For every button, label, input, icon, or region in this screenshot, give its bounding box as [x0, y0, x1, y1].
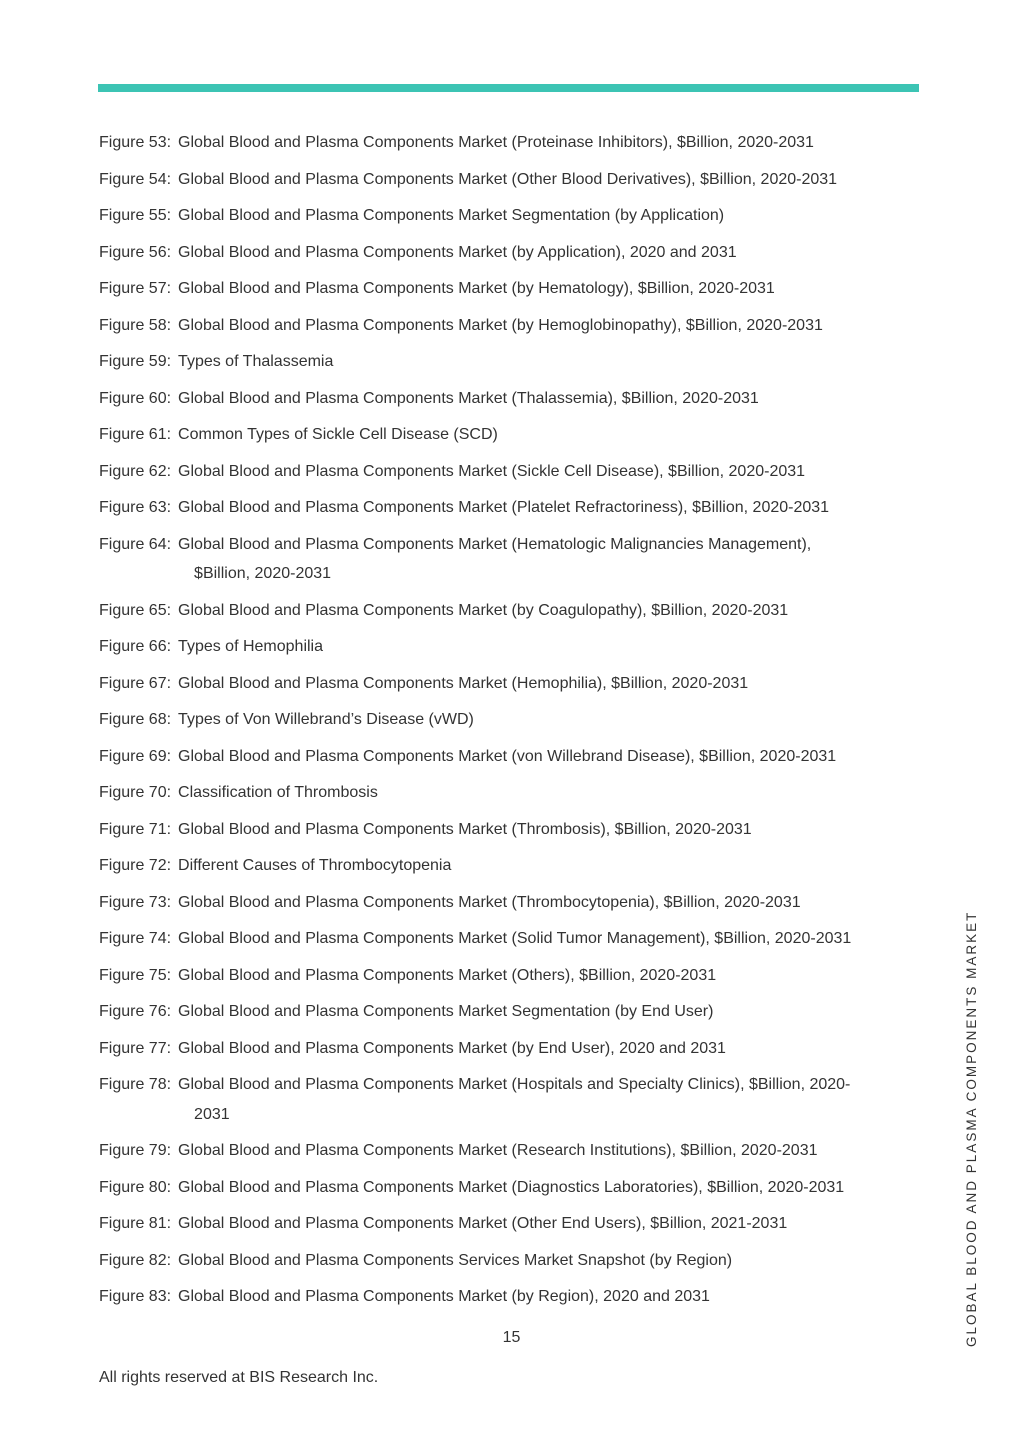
figure-number: Figure 53: [99, 134, 172, 151]
figure-title [171, 384, 929, 414]
list-of-figures-entry[interactable] [99, 1034, 929, 1064]
figure-number: Figure 76: [99, 1003, 172, 1020]
list-of-figures-entry[interactable] [99, 632, 929, 662]
figure-title [171, 420, 929, 450]
figure-title-text: Global Blood and Plasma Components Market Segmentation (by End User) [178, 1003, 714, 1020]
figure-number: Figure 64: [99, 535, 172, 553]
figure-number: Figure 82: [99, 1251, 172, 1269]
figure-title-text: Global Blood and Plasma Components Market (Hospitals and Specialty Clinics), $Billion, 2020- [178, 1076, 851, 1093]
figure-title-text: Global Blood and Plasma Components Market (by End User), 2020 and 2031 [178, 1039, 726, 1057]
list-of-figures-entry[interactable] [99, 457, 929, 487]
list-of-figures-entry[interactable] [99, 311, 929, 341]
figure-number: Figure 72: [99, 857, 172, 874]
list-of-figures-entry[interactable] [99, 1209, 929, 1239]
figure-number: Figure 56: [99, 243, 172, 261]
figure-title-text: Types of Hemophilia [178, 638, 324, 655]
figure-number: Figure 80: [99, 1178, 172, 1196]
list-of-figures-entry[interactable] [99, 961, 929, 991]
list-of-figures-entry[interactable] [99, 493, 929, 523]
list-of-figures-entry[interactable] [99, 815, 929, 845]
figure-title [171, 347, 929, 377]
figure-title [171, 669, 929, 699]
figure-number: Figure 54: [99, 170, 172, 188]
figure-title-continuation: 2031 [194, 1105, 230, 1123]
figure-title [171, 1173, 929, 1203]
figure-number: Figure 73: [99, 893, 172, 911]
figure-title-text: Global Blood and Plasma Components Market (by Region), 2020 and 2031 [178, 1288, 710, 1305]
figure-number: Figure 75: [99, 966, 172, 984]
figure-title-text: Global Blood and Plasma Components Market (by Application), 2020 and 2031 [178, 243, 737, 261]
figure-title-text: Global Blood and Plasma Components Market (Hemophilia), $Billion, 2020-2031 [178, 674, 749, 692]
figure-title-text: Types of Thalassemia [178, 353, 334, 370]
footer-copyright: All rights reserved at BIS Research Inc. [99, 1369, 379, 1386]
figure-title [171, 596, 929, 626]
list-of-figures-entry[interactable] [99, 742, 929, 772]
list-of-figures-entry[interactable] [99, 165, 929, 195]
list-of-figures-entry[interactable] [99, 238, 929, 268]
figure-title-text: Global Blood and Plasma Components Market (Research Institutions), $Billion, 2020-2031 [178, 1142, 818, 1159]
list-of-figures-entry[interactable] [99, 1282, 929, 1312]
figure-title [171, 311, 929, 341]
list-of-figures-entry[interactable] [99, 888, 929, 918]
figure-title [171, 165, 929, 195]
list-of-figures-entry[interactable] [99, 705, 929, 735]
figure-title-text: Global Blood and Plasma Components Market (Platelet Refractoriness), $Billion, 2020-2031 [178, 499, 830, 516]
figure-title [171, 742, 929, 772]
header-accent-bar [98, 84, 919, 92]
figure-number: Figure 68: [99, 711, 172, 728]
figure-number: Figure 59: [99, 353, 172, 370]
figure-number: Figure 58: [99, 316, 172, 334]
list-of-figures-entry[interactable] [99, 201, 929, 231]
figure-title [171, 201, 929, 231]
figure-title-text: Global Blood and Plasma Components Market (by Hemoglobinopathy), $Billion, 2020-2031 [178, 316, 823, 334]
figure-title-text: Different Causes of Thrombocytopenia [178, 857, 452, 874]
figure-title [171, 1136, 929, 1166]
figure-title-text: Types of Von Willebrand’s Disease (vWD) [178, 711, 474, 728]
figure-number: Figure 74: [99, 930, 172, 947]
list-of-figures-entry[interactable] [99, 274, 929, 304]
figure-title [171, 1246, 929, 1276]
figure-number: Figure 55: [99, 207, 172, 224]
figure-number: Figure 63: [99, 499, 172, 516]
figure-title-text: Global Blood and Plasma Components Market (Other End Users), $Billion, 2021-2031 [178, 1215, 788, 1232]
list-of-figures-entry[interactable] [99, 851, 929, 881]
figure-title [171, 1282, 929, 1312]
figure-title [171, 457, 929, 487]
figure-title-text: Global Blood and Plasma Components Market (Others), $Billion, 2020-2031 [178, 966, 717, 984]
figure-number: Figure 79: [99, 1142, 172, 1159]
list-of-figures-entry[interactable] [99, 778, 929, 808]
figure-number: Figure 70: [99, 784, 172, 801]
figure-title [171, 530, 929, 589]
page-number: 15 [502, 1329, 521, 1346]
list-of-figures-entry[interactable] [99, 596, 929, 626]
figure-title [171, 274, 929, 304]
figure-title-text: Classification of Thrombosis [178, 784, 378, 801]
figure-title [171, 851, 929, 881]
figure-title [171, 493, 929, 523]
list-of-figures-entry[interactable] [99, 384, 929, 414]
figure-number: Figure 78: [99, 1076, 172, 1093]
figure-title [171, 128, 929, 158]
figure-title [171, 888, 929, 918]
side-report-title: GLOBAL BLOOD AND PLASMA COMPONENTS MARKET [964, 910, 979, 1347]
figure-title-text: Global Blood and Plasma Components Market (Hematologic Malignancies Management), [178, 535, 812, 553]
list-of-figures-entry[interactable] [99, 347, 929, 377]
figure-number: Figure 60: [99, 389, 172, 407]
figure-title-text: Global Blood and Plasma Components Market (Diagnostics Laboratories), $Billion, 2020-2031 [178, 1178, 845, 1196]
figure-title [171, 778, 929, 808]
figure-title [171, 705, 929, 735]
figure-number: Figure 61: [99, 426, 172, 443]
figure-title [171, 997, 929, 1027]
figure-title-text: Global Blood and Plasma Components Market (Other Blood Derivatives), $Billion, 2020-2031 [178, 170, 838, 188]
figure-title-text: Global Blood and Plasma Components Market (by Coagulopathy), $Billion, 2020-2031 [178, 601, 789, 619]
list-of-figures-entry[interactable] [99, 420, 929, 450]
figure-title-text: Global Blood and Plasma Components Market (Thalassemia), $Billion, 2020-2031 [178, 389, 759, 407]
figure-title-text: Global Blood and Plasma Components Market (Thrombocytopenia), $Billion, 2020-2031 [178, 893, 801, 911]
list-of-figures-entry[interactable] [99, 997, 929, 1027]
figure-title [171, 238, 929, 268]
list-of-figures-entry[interactable] [99, 1136, 929, 1166]
list-of-figures-entry[interactable] [99, 1246, 929, 1276]
figure-title-text: Global Blood and Plasma Components Market (Solid Tumor Management), $Billion, 2020-2031 [178, 930, 852, 947]
figure-number: Figure 66: [99, 638, 172, 655]
figure-title-text: Global Blood and Plasma Components Market (Sickle Cell Disease), $Billion, 2020-2031 [178, 462, 806, 480]
list-of-figures-entry[interactable] [99, 924, 929, 954]
figure-title [171, 632, 929, 662]
figure-title [171, 1209, 929, 1239]
figure-title-text: Common Types of Sickle Cell Disease (SCD) [178, 426, 498, 443]
figure-list [99, 128, 929, 1312]
figure-title [171, 924, 929, 954]
figure-title-text: Global Blood and Plasma Components Market (Thrombosis), $Billion, 2020-2031 [178, 820, 752, 838]
figure-title [171, 961, 929, 991]
figure-number: Figure 81: [99, 1215, 172, 1232]
figure-title-text: Global Blood and Plasma Components Services Market Snapshot (by Region) [178, 1251, 733, 1269]
figure-title [171, 1034, 929, 1064]
figure-title [171, 1070, 929, 1129]
figure-number: Figure 69: [99, 747, 172, 765]
figure-number: Figure 83: [99, 1288, 172, 1305]
list-of-figures-entry[interactable] [99, 128, 929, 158]
list-of-figures-entry[interactable] [99, 669, 929, 699]
figure-title-text: Global Blood and Plasma Components Market Segmentation (by Application) [178, 207, 725, 224]
figure-number: Figure 57: [99, 280, 172, 297]
figure-number: Figure 77: [99, 1039, 172, 1057]
figure-number: Figure 65: [99, 601, 172, 619]
list-of-figures-entry[interactable] [99, 530, 929, 589]
figure-title-continuation: $Billion, 2020-2031 [194, 565, 332, 582]
figure-title-text: Global Blood and Plasma Components Market (Proteinase Inhibitors), $Billion, 2020-2031 [178, 134, 814, 151]
figure-title-text: Global Blood and Plasma Components Market (by Hematology), $Billion, 2020-2031 [178, 280, 775, 297]
figure-number: Figure 67: [99, 674, 172, 692]
figure-number: Figure 71: [99, 820, 172, 838]
figure-title [171, 815, 929, 845]
list-of-figures-entry[interactable] [99, 1070, 929, 1129]
figure-title-text: Global Blood and Plasma Components Market (von Willebrand Disease), $Billion, 2020-2031 [178, 747, 837, 765]
figure-number: Figure 62: [99, 462, 172, 480]
list-of-figures-entry[interactable] [99, 1173, 929, 1203]
